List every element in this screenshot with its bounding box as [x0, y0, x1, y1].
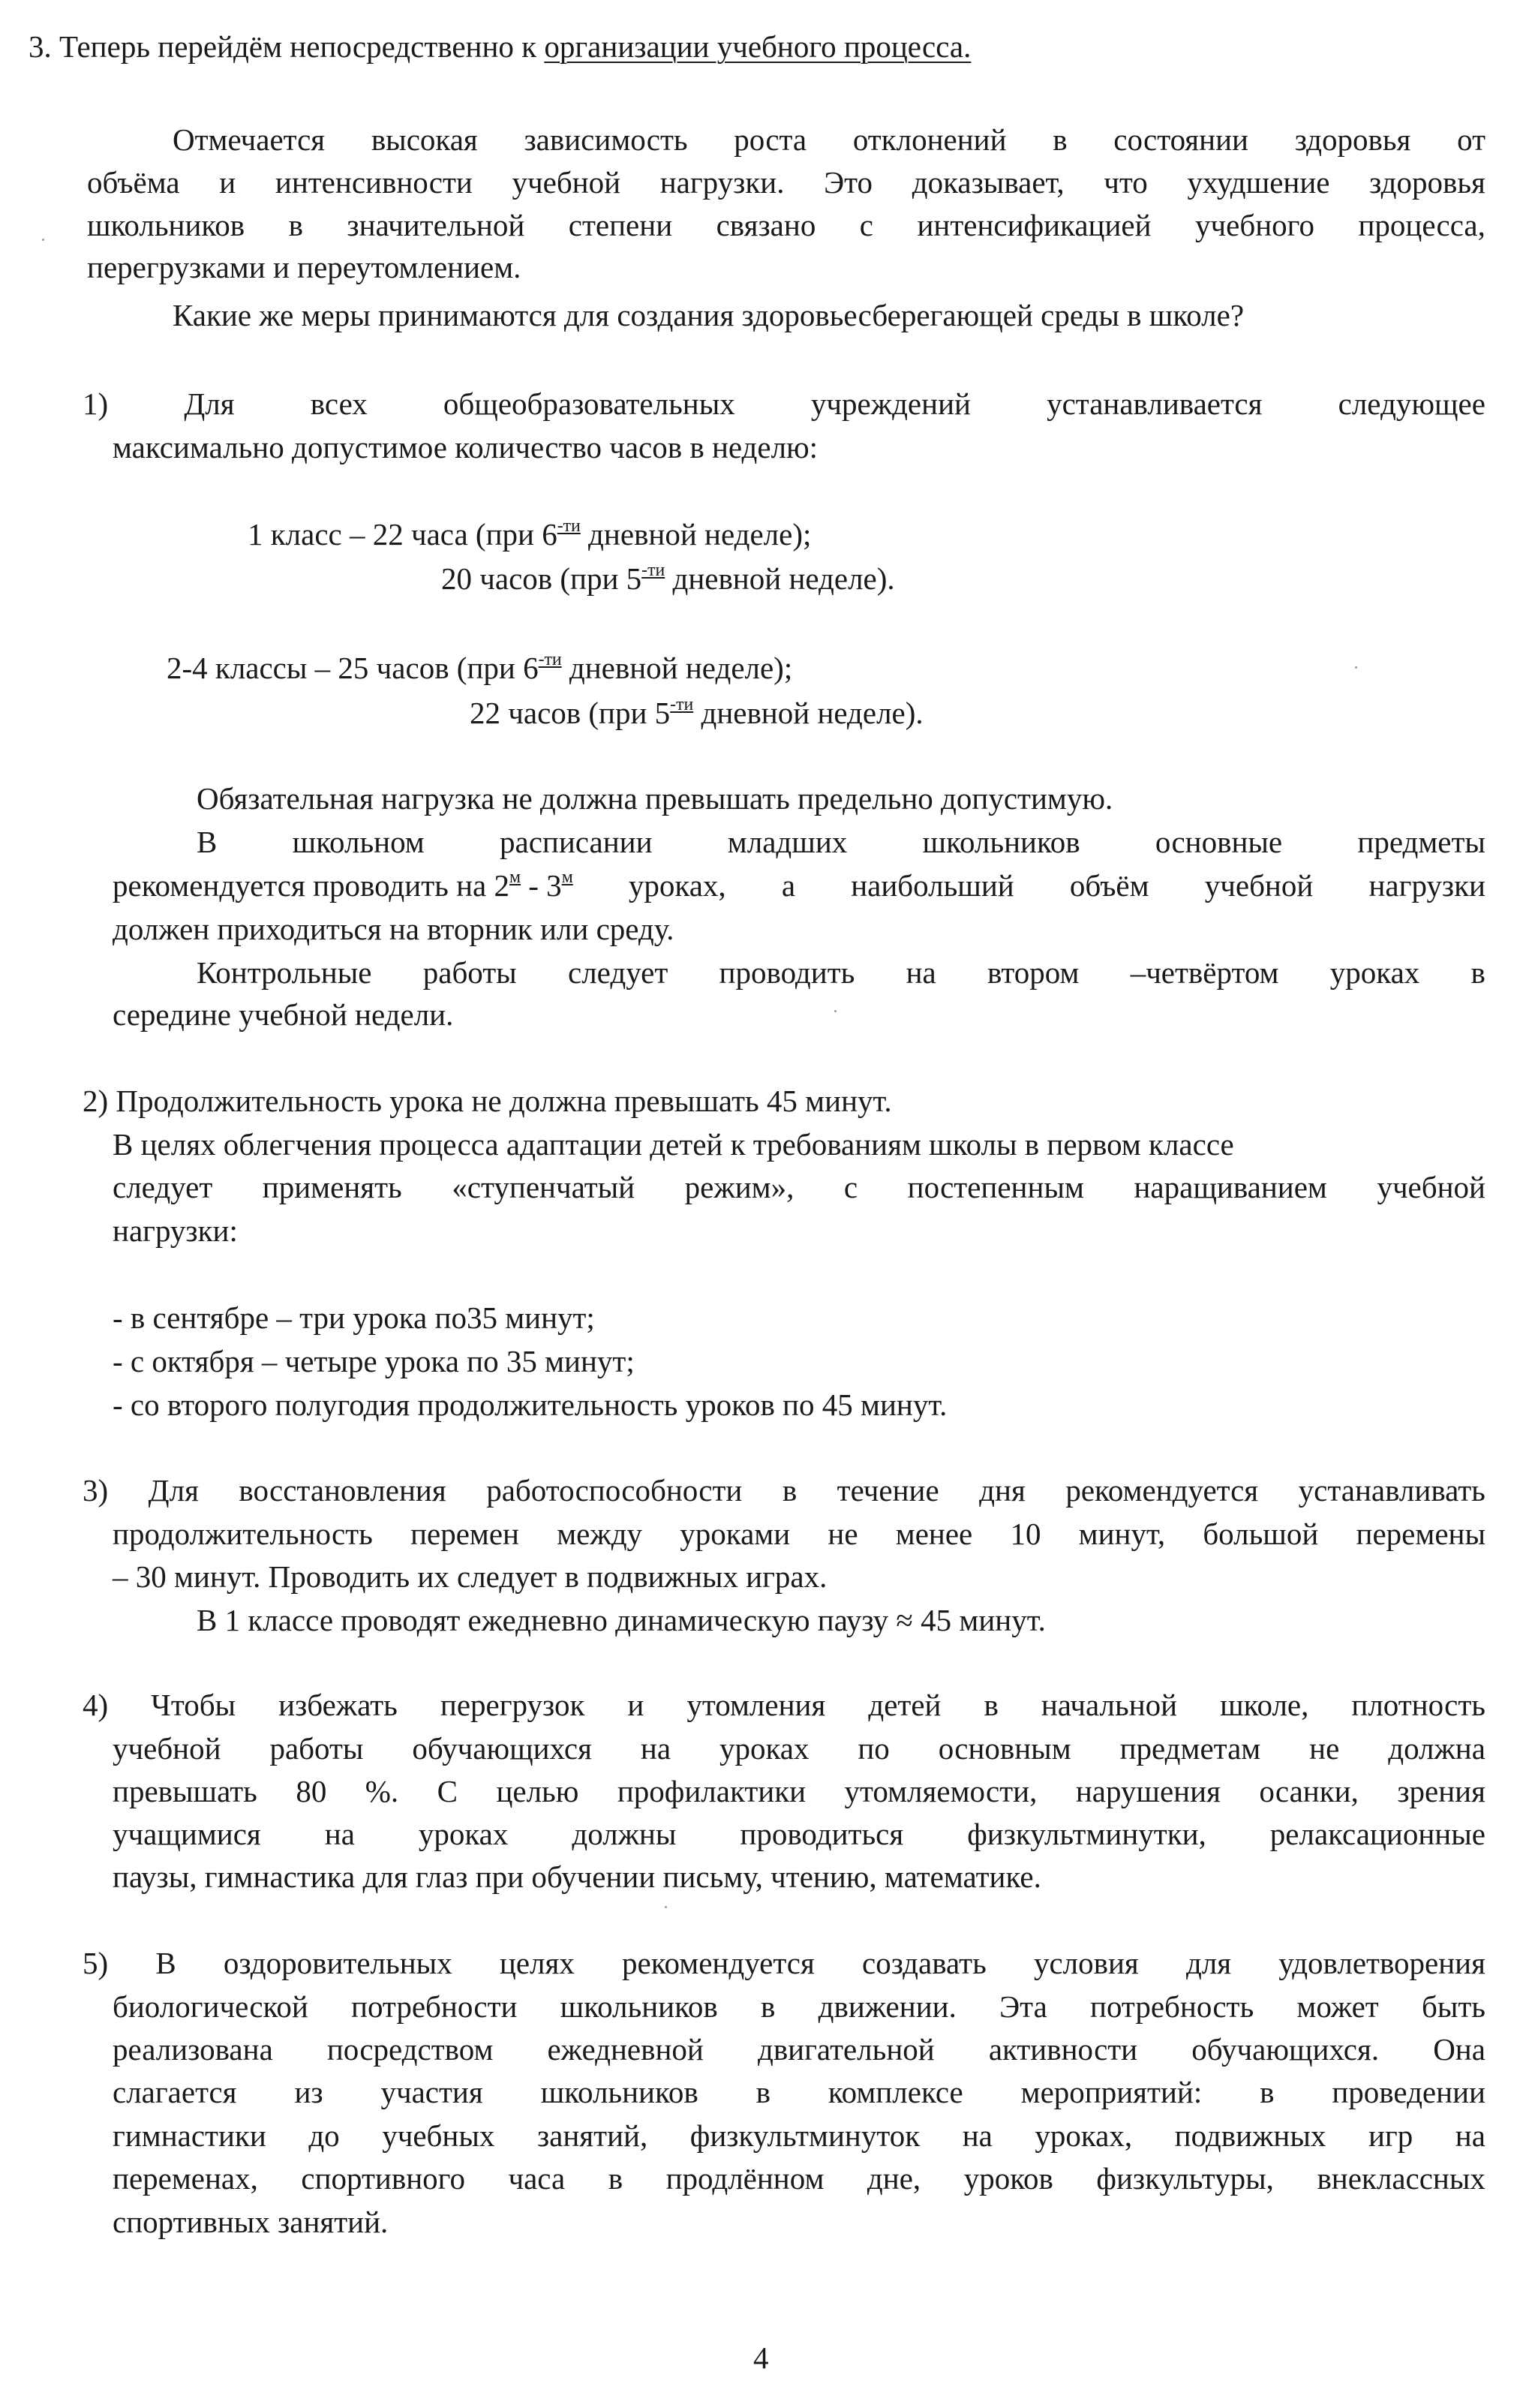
word: нагрузки: [1368, 868, 1485, 903]
word: из: [294, 2075, 323, 2109]
word: –четвёртом: [1130, 955, 1279, 990]
schedule-text: дневной неделе).: [693, 696, 924, 730]
word: целях: [499, 1946, 575, 1980]
timetable-line: [113, 914, 674, 945]
item5-line: [113, 2118, 1485, 2153]
word: предметы: [1357, 825, 1485, 859]
word: учреждений: [810, 386, 971, 421]
intro-question: [173, 300, 1244, 331]
scan-speck: [42, 239, 44, 241]
word: «ступенчатый: [452, 1170, 635, 1204]
word: физкультуры,: [1096, 2161, 1274, 2196]
word: значительной: [347, 208, 525, 242]
word: Контрольные: [197, 955, 372, 990]
item5-line: [113, 2163, 1485, 2194]
item5-text: спортивных занятий.: [113, 2205, 389, 2239]
word: дня: [979, 1473, 1026, 1508]
word: релаксационные: [1269, 1817, 1485, 1851]
item5-line: [113, 2034, 1485, 2065]
question-text: Какие же меры принимаются для создания здоровьесберегающей среды в школе?: [173, 298, 1245, 332]
word: проведении: [1332, 2075, 1485, 2109]
word: наибольший: [851, 868, 1014, 903]
word: здоровья: [1369, 165, 1485, 200]
word: удовлетворения: [1278, 1946, 1485, 1980]
item2-text: В целях облегчения процесса адаптации детей к требованиям школы в первом классе: [113, 1127, 1234, 1162]
word: может: [1296, 1989, 1379, 2024]
word: в: [755, 2075, 771, 2109]
word: предметам: [1119, 1731, 1261, 1766]
timetable-text: рекомендуется проводить на 2: [113, 868, 509, 903]
word: перегрузок: [440, 1688, 585, 1722]
intro-text: перегрузками и переутомлением.: [87, 250, 521, 284]
word: плотность: [1351, 1688, 1485, 1722]
word: школьном: [292, 825, 425, 859]
word: течение: [837, 1473, 939, 1508]
word: физкультминутки,: [967, 1817, 1206, 1851]
word: уроках: [418, 1817, 509, 1851]
word: на: [324, 1817, 355, 1851]
word: уроков: [963, 2161, 1053, 2196]
word: здоровья: [1294, 122, 1411, 157]
word: гимнастики: [113, 2118, 266, 2153]
list-item-text: - со второго полугодия продолжительность уроков по 45 минут.: [113, 1387, 948, 1422]
intro-line: [87, 167, 1485, 198]
item2-line: [113, 1129, 1234, 1160]
word: 3): [83, 1473, 109, 1508]
word: слагается: [113, 2075, 237, 2109]
word: объём: [1069, 868, 1149, 903]
intro-line: [87, 210, 1485, 241]
word: всех: [310, 386, 368, 421]
word: двигательной: [757, 2032, 935, 2067]
superscript: -ти: [641, 560, 665, 580]
word: утомления: [686, 1688, 826, 1722]
pause-text: В 1 классе проводят ежедневно динамическую паузу ≈ 45 минут.: [197, 1603, 1046, 1637]
word: учебных: [382, 2118, 495, 2153]
word: переменах,: [113, 2161, 258, 2196]
word: избежать: [278, 1688, 398, 1722]
word: состоянии: [1113, 122, 1248, 157]
word: осанки,: [1259, 1774, 1359, 1808]
item4-line: [83, 1690, 1485, 1721]
word: по: [858, 1731, 890, 1766]
mandatory-load: [197, 783, 1113, 814]
word: зрения: [1397, 1774, 1485, 1808]
word: физкультминуток: [689, 2118, 921, 2153]
schedule-grades2-4-six-day: [167, 649, 793, 685]
word: профилактики: [617, 1774, 807, 1808]
word: интенсификацией: [917, 208, 1152, 242]
word: превышать: [113, 1774, 257, 1808]
word: 4): [83, 1688, 109, 1722]
item4-line: [113, 1733, 1485, 1764]
word: работы: [422, 955, 517, 990]
word: быть: [1421, 1989, 1485, 2024]
word: учебной: [512, 165, 621, 200]
word: нагрузки.: [659, 165, 785, 200]
item2-title-text: 2) Продолжительность урока не должна превышать 45 минут.: [83, 1084, 892, 1118]
tests-line: [197, 957, 1485, 988]
word: учебного: [1195, 208, 1314, 242]
timetable-text-first: [113, 867, 573, 903]
word: продолжительность: [113, 1517, 373, 1551]
item3-pause: [197, 1605, 1046, 1636]
word: 1): [83, 386, 109, 421]
word: применять: [262, 1170, 402, 1204]
word: комплексе: [828, 2075, 963, 2109]
word: движении.: [818, 1989, 957, 2024]
word: устанавливать: [1298, 1473, 1485, 1508]
schedule-text: 20 часов (при 5: [441, 561, 642, 596]
word: уроках: [1329, 955, 1420, 990]
item4-line: [113, 1859, 1041, 1894]
tests-line: [113, 997, 454, 1032]
word: постепенным: [907, 1170, 1084, 1204]
word: школьников: [560, 1989, 718, 2024]
word: Отмечается: [173, 122, 326, 157]
heading-prefix: 3. Теперь перейдём непосредственно к: [29, 29, 545, 64]
tests-text: середине учебной недели.: [113, 997, 454, 1032]
schedule-grade1-five-day: [441, 560, 895, 596]
word: Эта: [999, 1989, 1047, 2024]
word: потребность: [1090, 1989, 1254, 2024]
word: учебной: [113, 1731, 221, 1766]
timetable-line: [113, 867, 1485, 903]
word: продлённом: [665, 2161, 825, 2196]
word: работы: [269, 1731, 364, 1766]
word: степени: [568, 208, 673, 242]
word: в: [608, 2161, 623, 2196]
word: младших: [727, 825, 848, 859]
item5-line: [113, 2077, 1485, 2108]
word: основным: [938, 1731, 1071, 1766]
word: создавать: [862, 1946, 987, 1980]
word: В: [155, 1946, 176, 1980]
word: до: [308, 2118, 340, 2153]
superscript: м: [509, 867, 521, 887]
timetable-text: должен приходиться на вторник или среду.: [113, 912, 674, 946]
word: Для: [148, 1473, 199, 1508]
word: интенсивности: [275, 165, 473, 200]
word: и: [219, 165, 236, 200]
item1-line: [113, 432, 818, 463]
word: начальной: [1041, 1688, 1178, 1722]
word: оздоровительных: [223, 1946, 452, 1980]
schedule-text: 1 класс – 22 часа (при 6: [248, 517, 557, 552]
schedule-text: дневной неделе);: [561, 651, 793, 685]
word: целью: [496, 1774, 579, 1808]
word: проводиться: [740, 1817, 904, 1851]
word: в: [1260, 2075, 1275, 2109]
item3-line: [113, 1519, 1485, 1550]
mandatory-text: Обязательная нагрузка не должна превышать предельно допустимую.: [197, 781, 1113, 816]
word: школьников: [922, 825, 1080, 859]
word: с: [843, 1170, 858, 1204]
word: наращиванием: [1134, 1170, 1327, 1204]
word: школе,: [1220, 1688, 1309, 1722]
word: перемен: [410, 1517, 519, 1551]
word: Для: [184, 386, 235, 421]
timetable-text: - 3: [521, 868, 562, 903]
word: отклонений: [852, 122, 1007, 157]
superscript: -ти: [538, 649, 562, 669]
word: детей: [868, 1688, 942, 1722]
item5-line: [113, 2207, 388, 2238]
word: зависимость: [524, 122, 688, 157]
word: процесса,: [1358, 208, 1485, 242]
schedule-grade1-six-day: [248, 516, 812, 552]
word: нарушения: [1075, 1774, 1221, 1808]
word: мероприятий:: [1020, 2075, 1203, 2109]
word: учебной: [1204, 868, 1314, 903]
intro-line: [173, 122, 1485, 157]
scan-speck: [1355, 666, 1357, 669]
word: уроках,: [1035, 2118, 1133, 2153]
word: на: [962, 2118, 993, 2153]
item3-text: – 30 минут. Проводить их следует в подвижных играх.: [113, 1559, 828, 1594]
word: в: [1470, 955, 1485, 990]
word: режим»,: [684, 1170, 795, 1204]
word: рекомендуется: [622, 1946, 815, 1980]
word: Чтобы: [151, 1688, 236, 1722]
list-item-text: - в сентябре – три урока по35 минут;: [113, 1300, 595, 1335]
page-number-text: 4: [753, 2340, 769, 2375]
word: В: [197, 825, 218, 859]
word: Это: [824, 165, 873, 200]
word: утомляемости,: [844, 1774, 1038, 1808]
word: что: [1104, 165, 1148, 200]
item4-text: паузы, гимнастика для глаз при обучении письму, чтению, математике.: [113, 1859, 1041, 1894]
item3-line: [113, 1559, 828, 1594]
word: на: [906, 955, 936, 990]
word: уроках: [719, 1731, 810, 1766]
superscript: м: [561, 867, 573, 887]
word: обучающихся: [412, 1731, 592, 1766]
item4-line: [113, 1776, 1485, 1807]
item2-text: нагрузки:: [113, 1213, 238, 1248]
word: рекомендуется: [1065, 1473, 1259, 1508]
word: в: [288, 208, 303, 242]
word: школьников: [540, 2075, 698, 2109]
word: от: [1457, 122, 1485, 157]
word: между: [557, 1517, 643, 1551]
word: восстановления: [239, 1473, 446, 1508]
word: уроками: [680, 1517, 791, 1551]
item2-line: [113, 1172, 1485, 1203]
word: 5): [83, 1946, 109, 1980]
word: часа: [508, 2161, 566, 2196]
word: основные: [1155, 825, 1283, 859]
heading-emphasis: организации учебного процесса.: [544, 29, 972, 64]
item1-line: [83, 386, 1485, 421]
word: следующее: [1338, 386, 1485, 421]
word: условия: [1033, 1946, 1139, 1980]
word: перемены: [1356, 1517, 1485, 1551]
word: должны: [572, 1817, 677, 1851]
scan-speck: [665, 1906, 667, 1908]
word: общеобразовательных: [443, 386, 735, 421]
schedule-text: 22 часов (при 5: [470, 696, 671, 730]
word: на: [1455, 2118, 1485, 2153]
word: не: [828, 1517, 858, 1551]
word: участия: [380, 2075, 483, 2109]
word: доказывает,: [912, 165, 1065, 200]
word: втором: [987, 955, 1080, 990]
word: в: [1053, 122, 1068, 157]
word: в: [761, 1989, 776, 2024]
word: игр: [1368, 2118, 1413, 2153]
schedule-text: дневной неделе).: [665, 561, 895, 596]
word: обучающихся.: [1191, 2032, 1380, 2067]
item1-text: максимально допустимое количество часов в неделю:: [113, 430, 819, 464]
word: 10: [1010, 1517, 1041, 1551]
word: должна: [1388, 1731, 1485, 1766]
superscript: -ти: [557, 516, 581, 536]
word: дне,: [867, 2161, 921, 2196]
word: большой: [1203, 1517, 1319, 1551]
word: реализована: [113, 2032, 273, 2067]
word: и: [627, 1688, 644, 1722]
word: спортивного: [301, 2161, 465, 2196]
word: школьников: [87, 208, 245, 242]
superscript: -ти: [670, 694, 694, 714]
word: на: [640, 1731, 671, 1766]
word: связано: [716, 208, 816, 242]
word: учебной: [1377, 1170, 1485, 1204]
timetable-line: [197, 827, 1485, 858]
word: в: [984, 1688, 999, 1722]
item3-line: [83, 1475, 1485, 1506]
word: посредством: [326, 2032, 494, 2067]
schedule-text: дневной неделе);: [580, 517, 812, 552]
word: проводить: [719, 955, 855, 990]
word: ежедневной: [547, 2032, 704, 2067]
word: потребности: [351, 1989, 518, 2024]
word: роста: [734, 122, 807, 157]
word: высокая: [371, 122, 478, 157]
intro-line: [87, 252, 521, 283]
list-item: [113, 1387, 948, 1422]
list-item: [113, 1300, 595, 1335]
page-number: [753, 2340, 769, 2375]
word: %.: [365, 1774, 399, 1808]
word: подвижных: [1174, 2118, 1326, 2153]
word: уроках,: [628, 868, 726, 903]
schedule-text: 2-4 классы – 25 часов (при 6: [167, 651, 539, 685]
schedule-grades2-4-five-day: [470, 694, 924, 730]
word: с: [859, 208, 873, 242]
item2-title: [83, 1086, 892, 1117]
scan-speck: [834, 1010, 837, 1012]
word: минут,: [1078, 1517, 1166, 1551]
word: объёма: [87, 165, 180, 200]
word: Она: [1433, 2032, 1485, 2067]
item5-line: [83, 1948, 1485, 1979]
list-item: [113, 1346, 635, 1377]
word: биологической: [113, 1989, 308, 2024]
word: устанавливается: [1047, 386, 1263, 421]
word: менее: [895, 1517, 973, 1551]
word: активности: [988, 2032, 1138, 2067]
item4-line: [113, 1819, 1485, 1850]
word: работоспособности: [486, 1473, 743, 1508]
word: ухудшение: [1187, 165, 1330, 200]
word: внеклассных: [1317, 2161, 1485, 2196]
section-heading: [29, 29, 972, 64]
word: расписании: [500, 825, 653, 859]
word: следует: [113, 1170, 213, 1204]
word: 80: [296, 1774, 327, 1808]
list-item-text: - с октября – четыре урока по 35 минут;: [113, 1344, 635, 1378]
word: следует: [568, 955, 668, 990]
word: в: [782, 1473, 798, 1508]
word: не: [1309, 1731, 1340, 1766]
word: занятий,: [536, 2118, 648, 2153]
word: а: [781, 868, 796, 903]
item2-line: [113, 1213, 238, 1248]
word: учащимися: [113, 1817, 261, 1851]
word: для: [1185, 1946, 1232, 1980]
item5-line: [113, 1989, 1485, 2024]
word: С: [437, 1774, 458, 1808]
